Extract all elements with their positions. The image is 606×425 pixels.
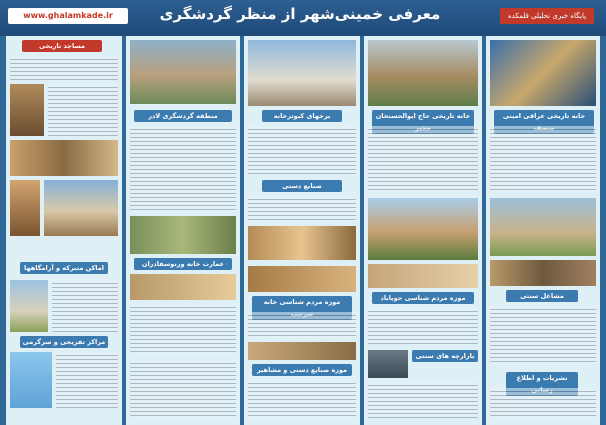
section-title: موزه صنایع دستی و مشاهیر: [252, 364, 352, 376]
section-title: منطقه گردشگری لادر: [134, 110, 232, 122]
photo-museum-hall: [368, 264, 478, 288]
photo-handicrafts: [248, 226, 356, 260]
section-text: [56, 352, 118, 408]
section-text: [490, 306, 596, 364]
section-text: [368, 126, 478, 192]
section-text: [248, 380, 356, 418]
section-title: نشریات و اطلاع: [506, 372, 578, 396]
photo-traditional-jobs: [490, 260, 596, 286]
photo-zipline: [10, 352, 52, 408]
section-title: موزه مردم شناسی خانه: [252, 296, 352, 320]
photo-sartip-house: [248, 266, 356, 292]
section-title: مشاغل سنتی: [506, 290, 578, 302]
section-text: [130, 304, 236, 354]
photo-pigeon-tower: [248, 40, 356, 106]
section-title: خانه تاریخی عراقی امینی: [494, 110, 594, 134]
page-title: معرفی خمینی‌شهر از منظر گردشگری: [159, 5, 441, 23]
photo-lader-nature: [130, 216, 236, 254]
section-text: [490, 126, 596, 192]
photo-bazaar: [368, 350, 408, 378]
section-title: مساجد تاریخی: [22, 40, 102, 52]
photo-jooyabad: [368, 198, 478, 260]
section-text: [248, 196, 356, 222]
section-text: [10, 56, 118, 80]
section-title: مراکز تفریحی و سرگرمی: [20, 336, 108, 348]
publisher-tag: پایگاه خبری تحلیلی قلمکده: [500, 8, 594, 24]
section-text: [490, 388, 596, 418]
section-title: اماکن متبرکه و آرامگاهها: [20, 262, 108, 274]
photo-amini-house: [490, 40, 596, 106]
section-title: برجهای کبوترخانه: [262, 110, 342, 122]
section-text: [52, 280, 118, 332]
section-text: [48, 84, 118, 136]
photo-mosque-exterior: [44, 180, 118, 236]
section-title: موزه مردم شناسی جویاباد: [372, 292, 474, 304]
photo-dome: [10, 180, 40, 236]
photo-mosque-interior: [10, 84, 44, 136]
section-text: [248, 312, 356, 338]
section-text: [130, 126, 236, 212]
photo-mojir-house: [368, 40, 478, 106]
section-title: بازارچه های سنتی: [412, 350, 478, 362]
header: [0, 0, 606, 36]
photo-mosque-arches: [10, 140, 118, 176]
section-text: [248, 126, 356, 174]
section-text: [368, 308, 478, 344]
section-text: [130, 360, 236, 418]
website-badge[interactable]: www.ghalamkade.ir: [8, 8, 128, 24]
section-text: [368, 382, 478, 418]
photo-vernosfaderan: [130, 274, 236, 300]
photo-lader-village: [130, 40, 236, 104]
photo-historic-house: [490, 198, 596, 256]
section-title: خانه تاریخی حاج ابوالحسنخان: [372, 110, 474, 134]
section-title: عمارت خانه ورنوسفادران: [134, 258, 232, 270]
photo-crafts-museum: [248, 342, 356, 360]
photo-shrine: [10, 280, 48, 332]
section-title: صنایع دستی: [262, 180, 342, 192]
